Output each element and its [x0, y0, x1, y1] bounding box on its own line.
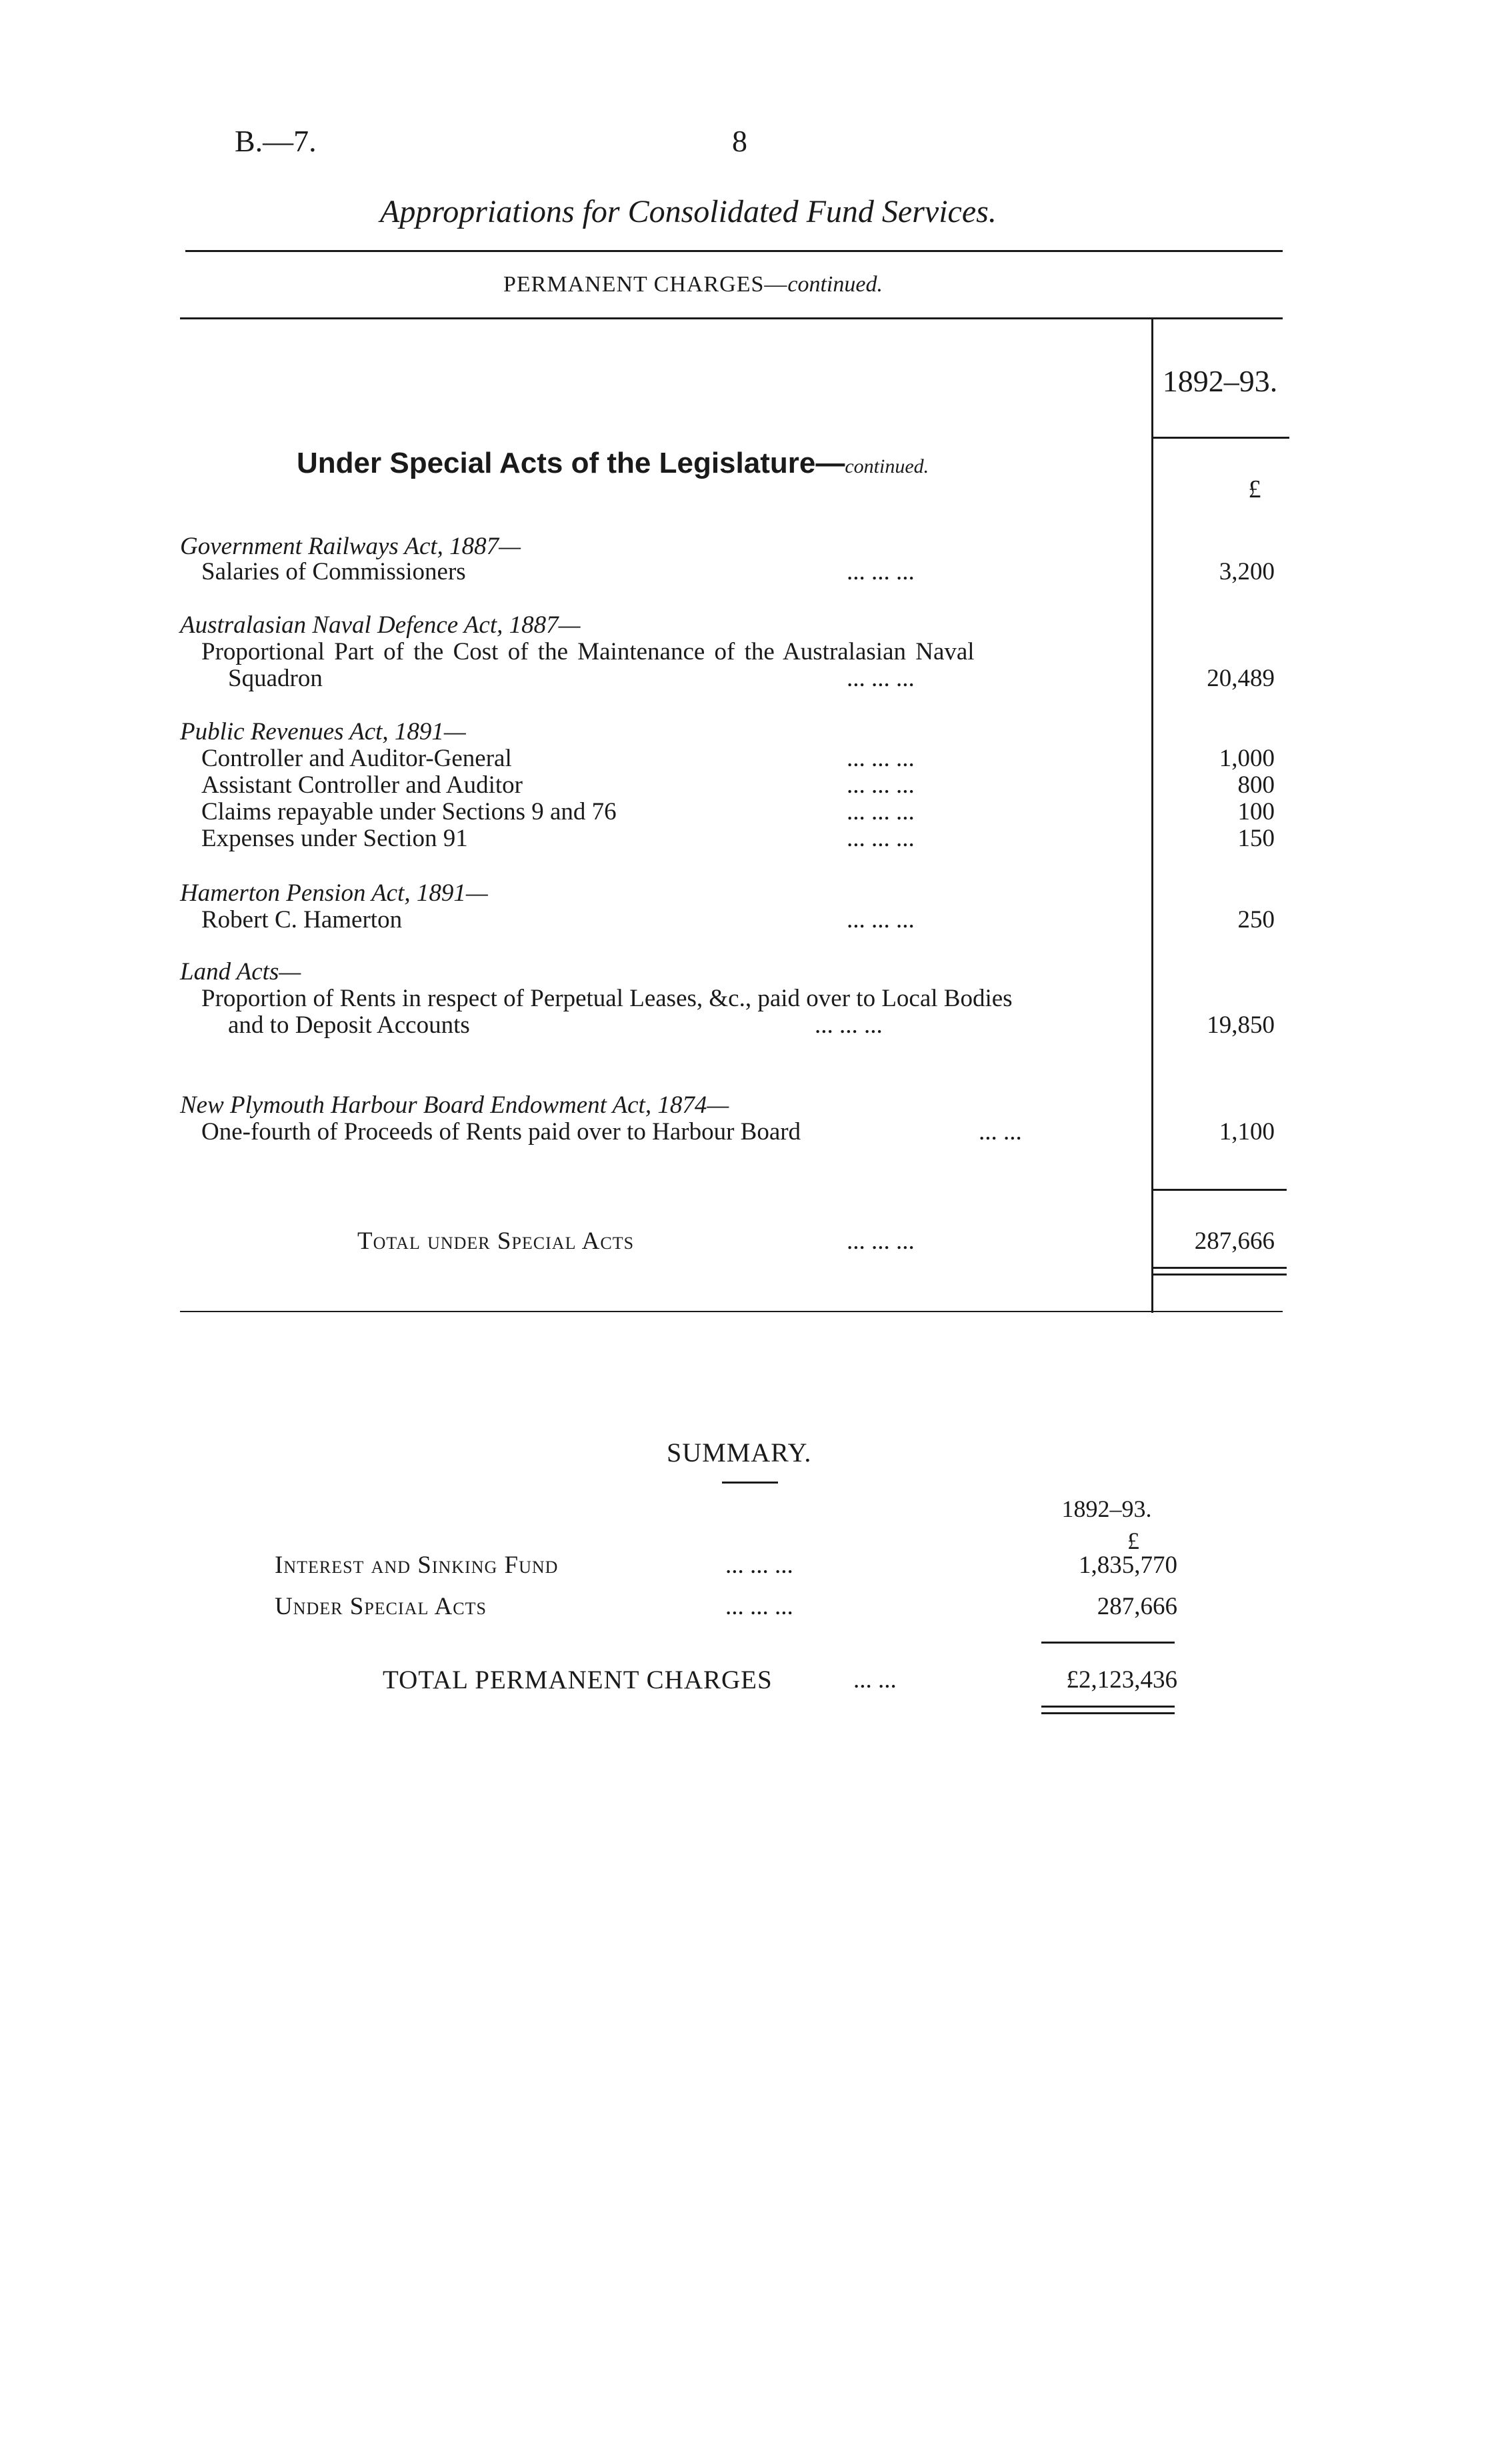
subtitle-continued: continued.: [787, 272, 883, 297]
line-item-amount: 1,000: [1219, 745, 1275, 772]
line-item-amount: 19,850: [1207, 1011, 1275, 1039]
act-heading: Hamerton Pension Act, 1891—: [180, 879, 488, 907]
summary-total-amount: £2,123,436: [1066, 1666, 1177, 1694]
line-item-text-continued: Squadron: [228, 665, 323, 692]
line-item-amount: 20,489: [1207, 665, 1275, 692]
currency-symbol: £: [1248, 475, 1261, 503]
act-heading: Public Revenues Act, 1891—: [180, 718, 466, 745]
summary-row-label: Under Special Acts: [275, 1593, 487, 1620]
leader-dots: ... ... ...: [847, 798, 915, 825]
total-special-acts-label: Total under Special Acts: [357, 1228, 635, 1255]
summary-row-amount: 1,835,770: [1079, 1552, 1177, 1579]
special-acts-heading: [297, 447, 929, 480]
summary-row-amount: 287,666: [1097, 1593, 1177, 1620]
line-item-text: One-fourth of Proceeds of Rents paid over to Harbour Board: [201, 1118, 801, 1145]
leader-dots: ... ... ...: [847, 1228, 915, 1255]
summary-subtotal-rule: [1041, 1642, 1175, 1644]
line-item-amount: 1,100: [1219, 1118, 1275, 1145]
act-heading: Government Railways Act, 1887—: [180, 533, 521, 560]
line-item-amount: 250: [1237, 906, 1275, 933]
leader-dots: ... ... ...: [847, 771, 915, 799]
act-heading: Australasian Naval Defence Act, 1887—: [180, 611, 581, 639]
summary-title: SUMMARY.: [667, 1438, 812, 1468]
special-acts-heading-continued: continued.: [845, 455, 929, 477]
leader-dots: ... ...: [979, 1118, 1022, 1145]
total-special-acts-amount: 287,666: [1194, 1228, 1275, 1255]
leader-dots: ... ... ...: [847, 906, 915, 933]
leader-dots: ... ... ...: [847, 825, 915, 852]
page-number: 8: [732, 124, 747, 158]
line-item-amount: 100: [1237, 798, 1275, 825]
summary-currency-symbol: £: [1127, 1528, 1139, 1554]
line-item-text: Proportion of Rents in respect of Perpetual Leases, &c., paid over to Local Bodies: [201, 985, 1013, 1012]
year-header-rule: [1153, 437, 1289, 439]
line-item-amount: 150: [1237, 825, 1275, 852]
document-reference: B.—7.: [235, 124, 317, 158]
subtitle-main: PERMANENT CHARGES—: [503, 272, 788, 297]
summary-total-label: TOTAL PERMANENT CHARGES: [383, 1666, 773, 1694]
act-heading: Land Acts—: [180, 958, 301, 985]
line-item-text: Claims repayable under Sections 9 and 76: [201, 798, 617, 825]
line-item-text: Expenses under Section 91: [201, 825, 468, 852]
summary-year-header: 1892–93.: [1061, 1496, 1152, 1522]
summary-total-double-rule-bottom: [1041, 1712, 1175, 1714]
line-item-text: Robert C. Hamerton: [201, 906, 403, 933]
line-item-text: Assistant Controller and Auditor: [201, 771, 523, 799]
summary-total-double-rule-top: [1041, 1706, 1175, 1708]
leader-dots: ... ...: [853, 1666, 897, 1694]
table-top-rule: [180, 317, 1283, 319]
year-column-header: 1892–93.: [1162, 364, 1278, 398]
act-heading: New Plymouth Harbour Board Endowment Act, 1874—: [180, 1091, 729, 1119]
table-bottom-rule: [180, 1311, 1283, 1312]
line-item-amount: 800: [1237, 771, 1275, 799]
total-double-rule-bottom: [1153, 1274, 1287, 1276]
leader-dots: ... ... ...: [847, 665, 915, 692]
leader-dots: ... ... ...: [847, 558, 915, 585]
summary-title-rule: [722, 1482, 778, 1484]
special-acts-heading-main: Under Special Acts of the Legislature—: [297, 447, 845, 479]
line-item-text-continued: and to Deposit Accounts: [228, 1011, 470, 1039]
line-item-text: Controller and Auditor-General: [201, 745, 512, 772]
section-subtitle: [503, 272, 883, 297]
subtotal-rule: [1153, 1189, 1287, 1191]
leader-dots: ... ... ...: [847, 745, 915, 772]
leader-dots: ... ... ...: [725, 1552, 793, 1579]
line-item-amount: 3,200: [1219, 558, 1275, 585]
page-title: Appropriations for Consolidated Fund Services.: [380, 194, 997, 229]
summary-row-label: Interest and Sinking Fund: [275, 1552, 559, 1579]
title-rule: [185, 250, 1283, 252]
line-item-text: Salaries of Commissioners: [201, 558, 466, 585]
line-item-text: Proportional Part of the Cost of the Maintenance of the Australasian Naval: [201, 638, 975, 665]
leader-dots: ... ... ...: [815, 1011, 883, 1039]
total-double-rule-top: [1153, 1267, 1287, 1269]
leader-dots: ... ... ...: [725, 1593, 793, 1620]
